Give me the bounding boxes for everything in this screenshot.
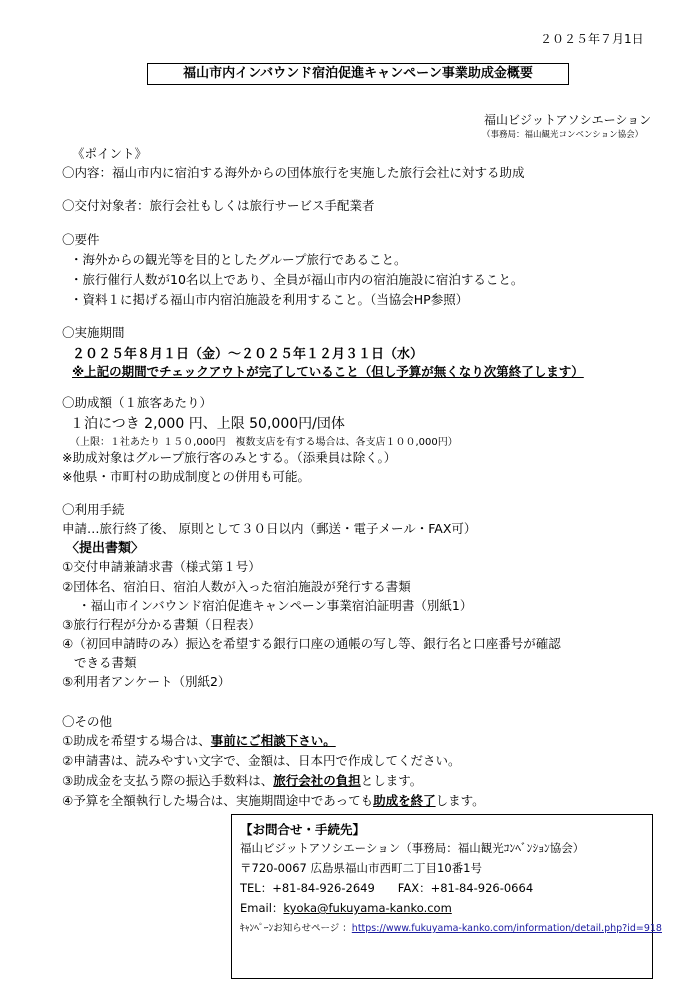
other-item-3-tail: とします。 — [360, 773, 423, 788]
requirements-header: 〇要件 — [62, 232, 100, 247]
other-item-1 — [62, 731, 336, 749]
amount-note: ※助成対象はグループ旅行客のみとする。（添乗員は除く。） — [62, 450, 397, 465]
contact-page-label: ｷｬﾝﾍﾟｰﾝお知らせページ ： — [240, 923, 352, 934]
other-item-3-text: ③助成金を支払う際の振込手数料は、 — [62, 773, 274, 788]
organization-name: 福山ビジットアソシエーション — [484, 113, 652, 127]
period-dates: ２０２５年８月１日（金）～２０２５年１２月３１日（水） — [72, 347, 424, 362]
period-header: 〇実施期間 — [62, 325, 125, 340]
target-line: 〇交付対象者：旅行会社もしくは旅行サービス手配業者 — [62, 198, 375, 213]
other-item-2: ②申請書は、読みやすい文字で、金額は、日本円で作成してください。 — [62, 753, 461, 768]
document-item: ①交付申請兼請求書（様式第１号） — [62, 559, 261, 574]
document-item-continued: できる書類 — [74, 655, 137, 670]
document-subitem: ・福山市インバウンド宿泊促進キャンペーン事業宿泊証明書（別紙1） — [78, 598, 473, 613]
amount-value: １泊につき 2,000 円、上限 50,000円/団体 — [70, 416, 345, 432]
requirement-item: ・資料１に掲げる福山市内宿泊施設を利用すること。（当協会HP参照） — [70, 292, 469, 307]
amount-cap-note: （上限：１社あたり １５０,000円 複数支店を有する場合は、各支店１００,000円） — [70, 437, 458, 448]
amount-note: ※他県・市町村の助成制度との併用も可能。 — [62, 469, 310, 484]
contact-phone-fax: TEL：+81-84-926-2649 FAX：+81-84-926-0664 — [240, 881, 534, 895]
other-item-4 — [62, 791, 485, 809]
requirement-item: ・海外からの観光等を目的としたグループ旅行であること。 — [70, 252, 407, 267]
requirement-item: ・旅行催行人数が10名以上であり、全員が福山市内の宿泊施設に宿泊すること。 — [70, 272, 524, 287]
contact-email-row — [240, 900, 452, 916]
other-item-1-text: ①助成を希望する場合は、 — [62, 733, 211, 748]
contact-email-link[interactable]: kyoka@fukuyama-kanko.com — [283, 901, 452, 915]
contact-title: 【お問合せ・手続先】 — [240, 822, 366, 837]
document-item: ④（初回申請時のみ）振込を希望する銀行口座の通帳の写し等、銀行名と口座番号が確認 — [62, 636, 561, 651]
other-item-4-tail: します。 — [435, 793, 485, 808]
contact-email-label: Email： — [240, 901, 284, 915]
documents-header: 〈提出書類〉 — [66, 541, 145, 556]
document-item: ③旅行行程が分かる書類（日程表） — [62, 617, 261, 632]
period-note: ※上記の期間でチェックアウトが完了していること（但し予算が無くなり次第終了します） — [72, 364, 584, 379]
contact-organization: 福山ビジットアソシエーション（事務局：福山観光ｺﾝﾍﾞﾝｼｮﾝ協会） — [240, 841, 585, 855]
procedure-header: 〇利用手続 — [62, 502, 125, 517]
contact-address: 〒720-0067 広島県福山市西町二丁目10番1号 — [240, 861, 482, 875]
contact-box — [231, 814, 653, 979]
point-header: 《ポイント》 — [72, 146, 148, 161]
document-date: ２０２５年７月1日 — [540, 32, 644, 46]
other-item-3 — [62, 771, 422, 789]
organization-secretariat: （事務局：福山観光コンベンション協会） — [482, 130, 644, 140]
document-item: ②団体名、宿泊日、宿泊人数が入った宿泊施設が発行する書類 — [62, 579, 411, 594]
other-item-3-emphasis: 旅行会社の負担 — [273, 773, 361, 788]
procedure-line: 申請…旅行終了後、 原則として３０日以内（郵送・電子メール・FAX可） — [62, 521, 477, 536]
other-item-4-emphasis: 助成を終了 — [373, 793, 436, 808]
amount-header: 〇助成額（１旅客あたり） — [62, 395, 213, 410]
other-item-4-text: ④予算を全額執行した場合は、実施期間途中であっても — [62, 793, 374, 808]
contact-page-link[interactable]: https://www.fukuyama-kanko.com/information/detail.php?id=918 — [351, 923, 662, 934]
other-header: 〇その他 — [62, 714, 113, 729]
other-item-1-emphasis: 事前にご相談下さい。 — [210, 733, 336, 748]
contact-page-row — [240, 920, 662, 934]
content-line: 〇内容：福山市内に宿泊する海外からの団体旅行を実施した旅行会社に対する助成 — [62, 165, 525, 180]
document-title: 福山市内インバウンド宿泊促進キャンペーン事業助成金概要 — [147, 63, 569, 85]
document-item: ⑤利用者アンケート（別紙2） — [62, 674, 231, 689]
